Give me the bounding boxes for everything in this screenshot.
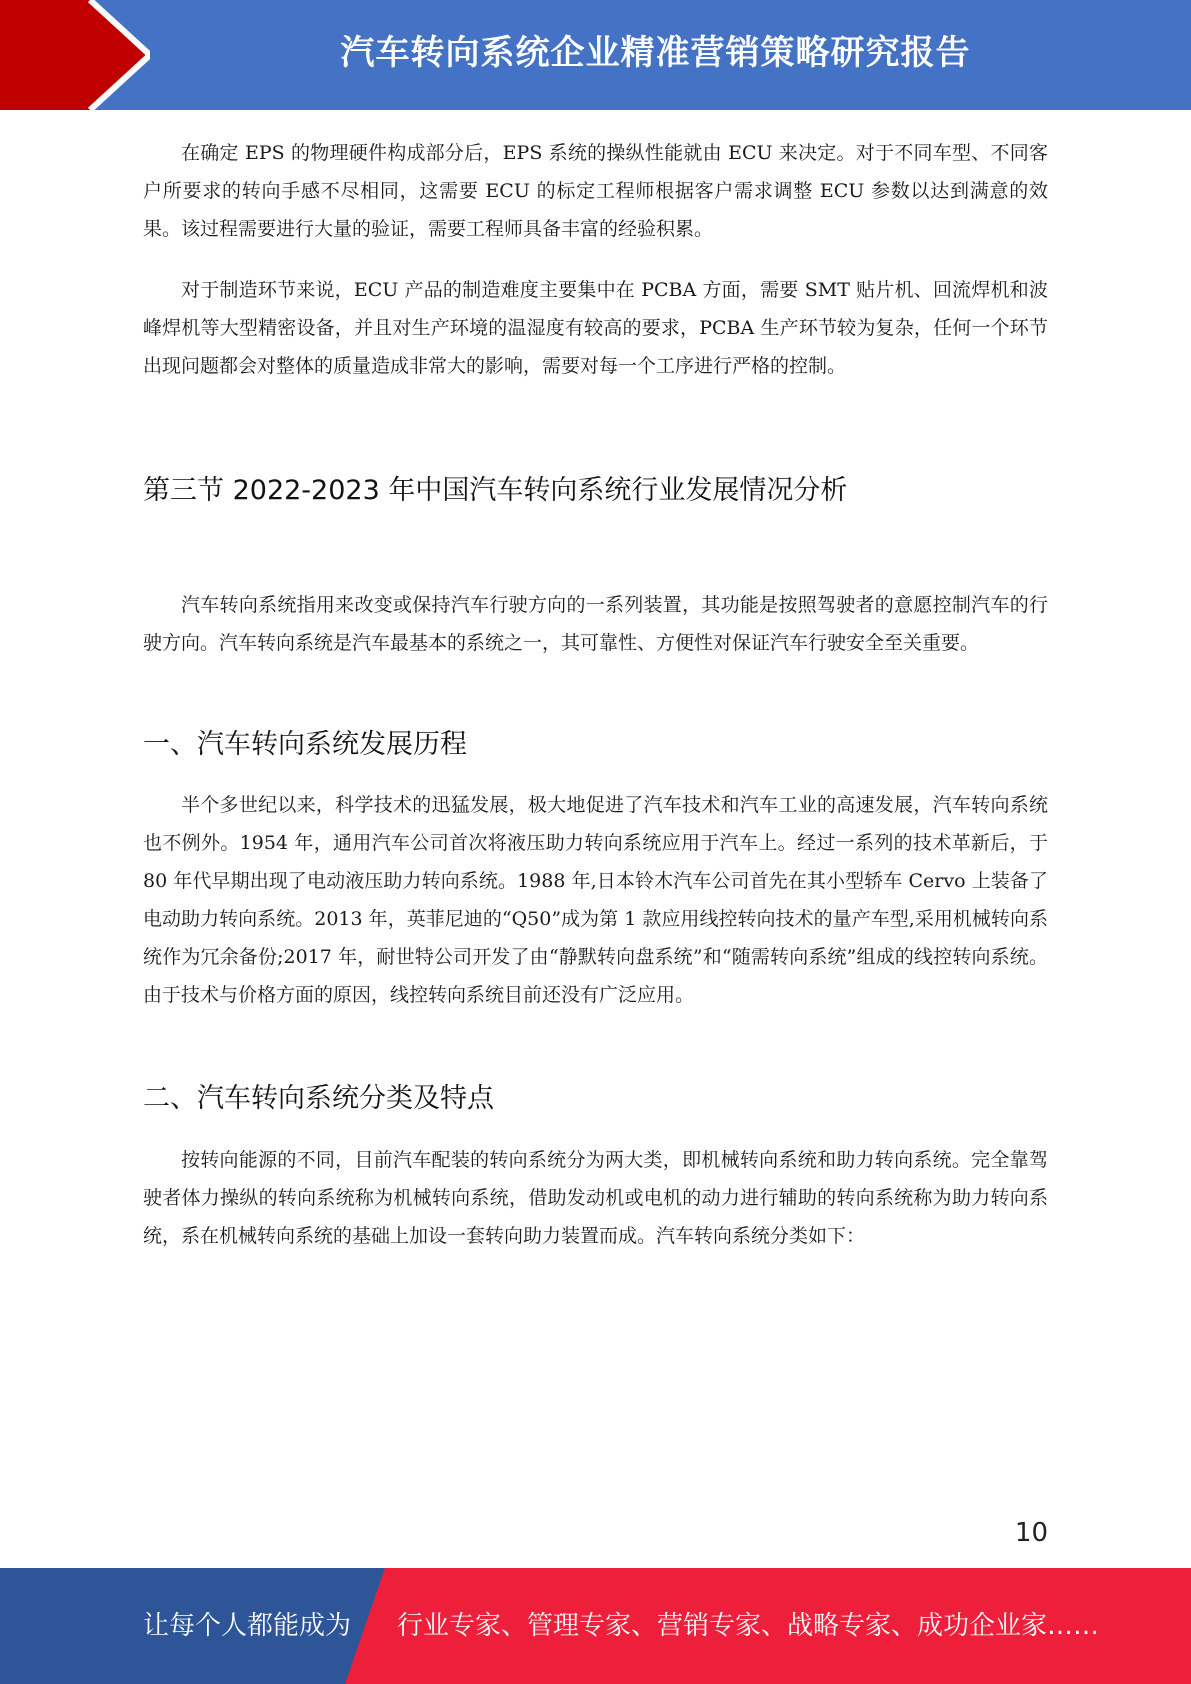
page-footer [0, 1568, 1191, 1684]
paragraph-text: 对于制造环节来说，ECU 产品的制造难度主要集中在 PCBA 方面，需要 SMT 贴片机、回流焊机和波峰焊机等大型精密设备，并且对生产环境的温湿度有较高的要求，PCBA 生产环节较为复杂，任何一个环节出现问题都会对整体的质量造成非常大的影响，需要对每一个工序进行严格的控制。 [143, 279, 1048, 377]
footer-slogan-left: 让每个人都能成为 [143, 1611, 352, 1641]
paragraph-steering-definition [143, 586, 1048, 662]
report-title: 汽车转向系统企业精准营销策略研究报告 [340, 33, 971, 73]
paragraph-ecu-manufacturing [143, 271, 1048, 385]
subheading-classification: 二、汽车转向系统分类及特点 [143, 1083, 494, 1114]
paragraph-ecu-calibration [143, 134, 1048, 248]
paragraph-history [143, 786, 1048, 1014]
paragraph-text: 在确定 EPS 的物理硬件构成部分后，EPS 系统的操纵性能就由 ECU 来决定。对于不同车型、不同客户所要求的转向手感不尽相同，这需要 ECU 的标定工程师根据客户需求调整 ECU 参数以达到满意的效果。该过程需要进行大量的验证，需要工程师具备丰富的经验积累。 [143, 142, 1048, 240]
paragraph-classification [143, 1141, 1048, 1255]
paragraph-text: 汽车转向系统指用来改变或保持汽车行驶方向的一系列装置，其功能是按照驾驶者的意愿控制汽车的行驶方向。汽车转向系统是汽车最基本的系统之一，其可靠性、方便性对保证汽车行驶安全至关重要。 [143, 594, 1048, 654]
footer-slogan-right: 行业专家、管理专家、营销专家、战略专家、成功企业家…… [397, 1611, 1100, 1641]
page-header [0, 0, 1191, 110]
paragraph-text: 半个多世纪以来，科学技术的迅猛发展，极大地促进了汽车技术和汽车工业的高速发展，汽车转向系统也不例外。1954 年，通用汽车公司首次将液压助力转向系统应用于汽车上。经过一系列的技术革新后，于 80 年代早期出现了电动液压助力转向系统。1988 年,日本铃木汽车公司首先在其小型轿车 Cervo 上装备了电动助力转向系统。2013 年，英菲尼迪的“Q50”成为第 1 款应用线控转向技术的量产车型,采用机械转向系统作为冗余备份;2017 年，耐世特公司开发了由“静默转向盘系统”和“随需转向系统”组成的线控转向系统。由于技术与价格方面的原因，线控转向系统目前还没有广泛应用。 [143, 794, 1048, 1006]
header-red-arrow-decoration [0, 0, 150, 110]
paragraph-text: 按转向能源的不同，目前汽车配装的转向系统分为两大类，即机械转向系统和助力转向系统。完全靠驾驶者体力操纵的转向系统称为机械转向系统，借助发动机或电机的动力进行辅助的转向系统称为助力转向系统，系在机械转向系统的基础上加设一套转向助力装置而成。汽车转向系统分类如下： [143, 1149, 1048, 1247]
subheading-history: 一、汽车转向系统发展历程 [143, 729, 467, 760]
section-heading: 第三节 2022-2023 年中国汽车转向系统行业发展情况分析 [143, 475, 848, 506]
page-number: 10 [1014, 1518, 1048, 1548]
